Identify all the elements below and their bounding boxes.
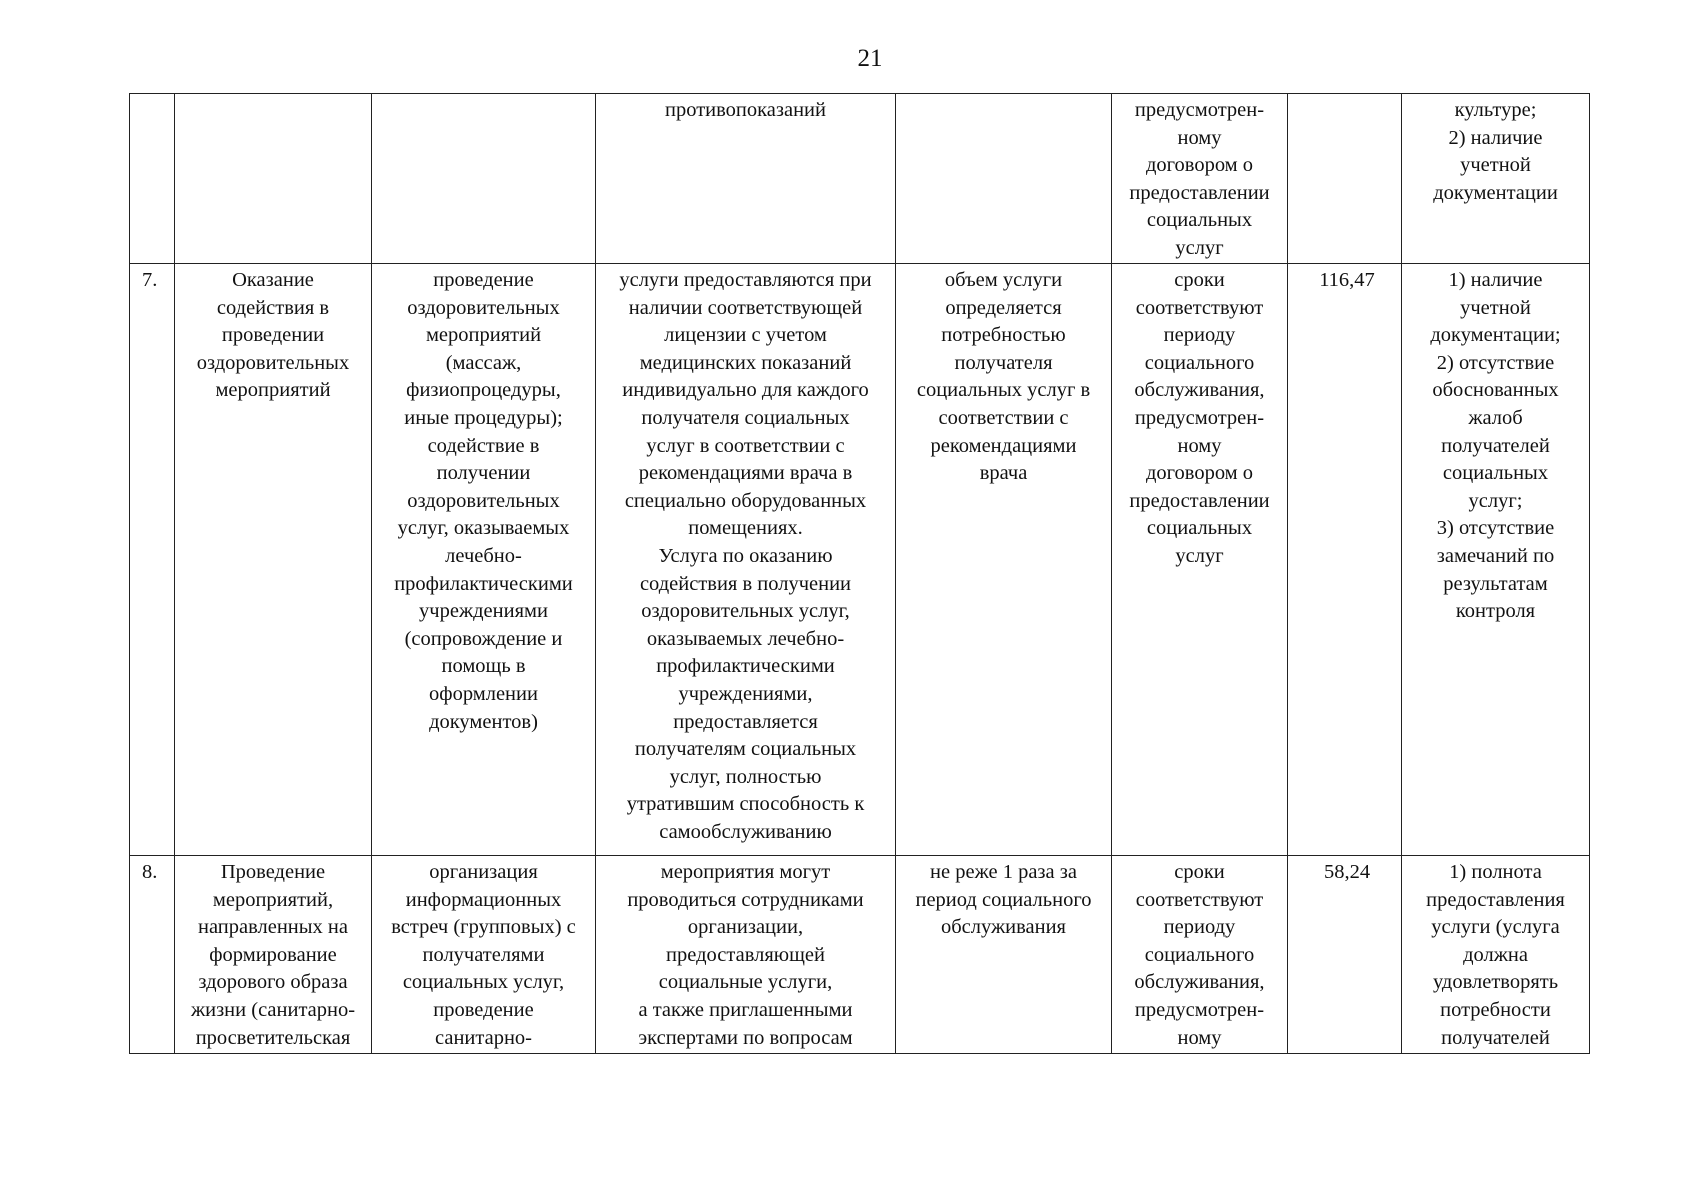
service-name-cell: Оказание содействия в проведении оздоровительных мероприятий [175,264,372,856]
service-name-cell [175,94,372,264]
service-price-cell: 116,47 [1288,264,1402,856]
services-table [129,93,1590,1054]
service-content-cell: проведение оздоровительных мероприятий (массаж, физиопроцедуры, иные процедуры); содействие в получении оздоровительных услуг, оказываемых лечебно- профилактическими учреждениями (сопровождение и помощь в оформлении документов) [372,264,596,856]
row-number-cell: 7. [130,264,175,856]
page-number: 21 [857,45,883,72]
service-evaluation-cell: 1) полнота предоставления услуги (услуга должна удовлетворять потребности получателей [1402,856,1590,1054]
table-row [130,264,1590,856]
service-evaluation-cell: культуре; 2) наличие учетной документации [1402,94,1590,264]
row-number-cell [130,94,175,264]
service-volume-cell: объем услуги определяется потребностью получателя социальных услуг в соответствии с рекомендациями врача [896,264,1112,856]
service-terms-cell: сроки соответствуют периоду социального обслуживания, предусмотрен- ному договором о предоставлении социальных услуг [1112,264,1288,856]
service-content-cell: организация информационных встреч (групповых) с получателями социальных услуг, проведение санитарно- [372,856,596,1054]
service-conditions-cell: противопоказаний [596,94,896,264]
service-content-cell [372,94,596,264]
table-row [130,94,1590,264]
service-conditions-cell: мероприятия могут проводиться сотрудниками организации, предоставляющей социальные услуги, а также приглашенными экспертами по вопросам [596,856,896,1054]
service-volume-cell: не реже 1 раза за период социального обслуживания [896,856,1112,1054]
service-price-cell: 58,24 [1288,856,1402,1054]
service-evaluation-cell: 1) наличие учетной документации; 2) отсутствие обоснованных жалоб получателей социальных услуг; 3) отсутствие замечаний по результатам контроля [1402,264,1590,856]
row-number-cell: 8. [130,856,175,1054]
service-terms-cell: предусмотрен- ному договором о предоставлении социальных услуг [1112,94,1288,264]
service-conditions-cell: услуги предоставляются при наличии соответствующей лицензии с учетом медицинских показаний индивидуально для каждого получателя социальных услуг в соответствии с рекомендациями врача в специально оборудованных помещениях. Услуга по оказанию содействия в получении оздоровительных услуг, оказываемых лечебно- профилактическими учреждениями, предоставляется получателям социальных услуг, полностью утратившим способность к самообслуживанию [596,264,896,856]
table-row [130,856,1590,1054]
service-terms-cell: сроки соответствуют периоду социального обслуживания, предусмотрен- ному [1112,856,1288,1054]
service-name-cell: Проведение мероприятий, направленных на формирование здорового образа жизни (санитарно- просветительская [175,856,372,1054]
service-volume-cell [896,94,1112,264]
service-price-cell [1288,94,1402,264]
